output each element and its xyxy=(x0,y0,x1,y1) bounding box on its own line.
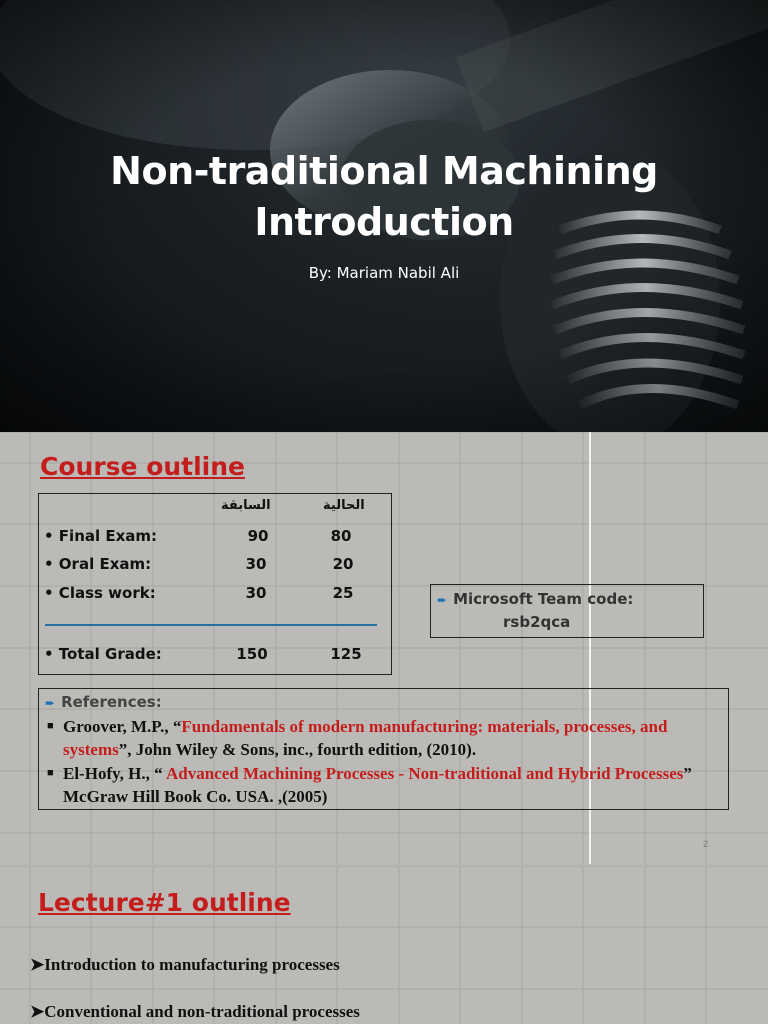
title-line-1: Non-traditional Machining xyxy=(110,149,658,193)
lecture-item xyxy=(30,1002,360,1022)
lecture-outline-heading: Lecture#1 outline xyxy=(38,888,291,917)
total-grade-row xyxy=(39,645,391,667)
square-bullet-icon: ■ xyxy=(47,720,54,732)
total-label: • Total Grade: xyxy=(44,645,162,663)
title-line-2: Introduction xyxy=(254,200,514,244)
course-outline-slide xyxy=(0,432,768,864)
grade-current: 25 xyxy=(332,584,354,602)
presentation-title xyxy=(0,146,768,248)
team-code-label: Microsoft Team code: xyxy=(453,590,634,608)
lecture-item-text: Conventional and non-traditional processes xyxy=(44,1002,360,1021)
references-heading: References: xyxy=(61,693,162,711)
column-header-previous: السابقة xyxy=(221,498,271,513)
reference-item xyxy=(47,715,717,761)
grade-previous: 30 xyxy=(245,584,267,602)
team-code-box xyxy=(430,584,704,638)
lecture-item-text: Introduction to manufacturing processes xyxy=(44,955,340,974)
page-number: 2 xyxy=(703,839,709,849)
reference-item xyxy=(47,762,717,808)
lecture-outline-slide xyxy=(0,866,768,1024)
grade-previous: 90 xyxy=(247,527,269,545)
reference-publisher: ”, John Wiley & Sons, inc., fourth edition, (2010). xyxy=(118,740,477,759)
reference-title: Fundamentals of modern manufacturing: materials, processes, and systems xyxy=(63,717,668,759)
total-current: 125 xyxy=(330,645,362,663)
grade-row xyxy=(39,584,391,606)
grade-row xyxy=(39,555,391,577)
grade-current: 20 xyxy=(332,555,354,573)
chevron-bullet-icon: ➤ xyxy=(30,955,45,974)
grade-row xyxy=(39,527,391,549)
course-outline-heading: Course outline xyxy=(40,452,246,481)
lecture-item xyxy=(30,955,340,975)
chevron-bullet-icon: ➤ xyxy=(30,1002,45,1021)
column-header-current: الحالية xyxy=(323,498,365,513)
grade-label: • Final Exam: xyxy=(44,527,158,545)
total-divider xyxy=(45,624,377,626)
reference-author: Groover, M.P., “ xyxy=(63,717,182,736)
reference-publisher: ” McGraw Hill Book Co. USA. ,(2005) xyxy=(63,764,692,806)
reference-author: El-Hofy, H., “ xyxy=(63,764,166,783)
reference-title: Advanced Machining Processes - Non-traditional and Hybrid Processes xyxy=(165,764,684,783)
references-box xyxy=(38,688,729,810)
grade-label: • Oral Exam: xyxy=(44,555,152,573)
team-code-value[interactable]: rsb2qca xyxy=(503,613,571,631)
bullet-arrow-icon: ➨ xyxy=(437,593,448,607)
grade-table xyxy=(38,493,392,675)
grade-previous: 30 xyxy=(245,555,267,573)
title-slide xyxy=(0,0,768,432)
grade-current: 80 xyxy=(330,527,352,545)
author-byline: By: Mariam Nabil Ali xyxy=(308,264,460,282)
bullet-arrow-icon: ➨ xyxy=(45,696,56,710)
square-bullet-icon: ■ xyxy=(47,767,54,779)
grade-label: • Class work: xyxy=(44,584,156,602)
total-previous: 150 xyxy=(236,645,268,663)
